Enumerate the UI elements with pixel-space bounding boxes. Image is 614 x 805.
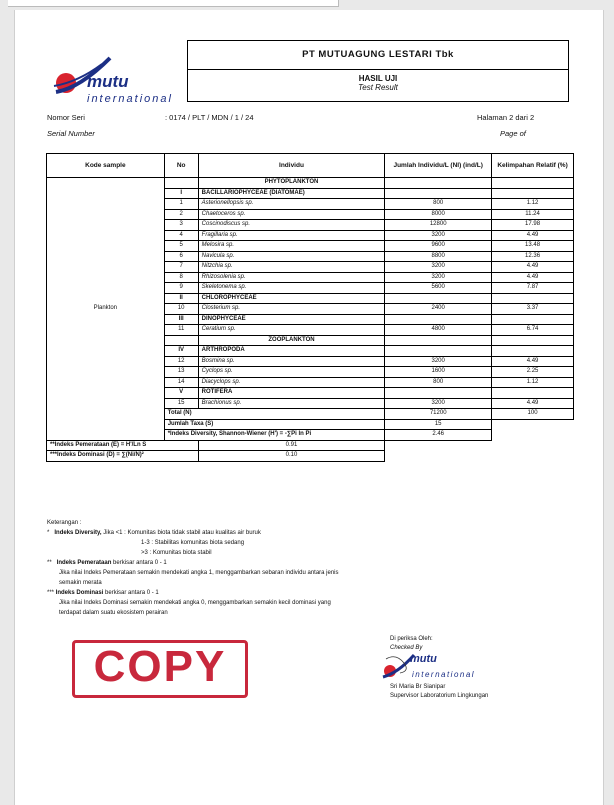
table-cell — [385, 388, 492, 399]
table-header-row — [47, 154, 574, 178]
serial-label-en: Serial Number — [47, 129, 95, 138]
table-cell: ***Indeks Dominasi (D) = ∑(Ni/N)² — [47, 451, 199, 462]
table-cell: Brachionus sp. — [198, 398, 385, 409]
table-cell: 13.48 — [492, 241, 574, 252]
table-cell: 3200 — [385, 356, 492, 367]
table-cell: 1.12 — [492, 377, 574, 388]
table-cell: 100 — [492, 409, 574, 420]
table-cell: Rhizosolenia sp. — [198, 272, 385, 283]
table-cell: 1600 — [385, 367, 492, 378]
col-individu: Individu — [198, 154, 385, 178]
group-name: BACILLARIOPHYCEAE (DIATOMAE) — [198, 188, 385, 199]
table-cell: Navicula sp. — [198, 251, 385, 262]
table-cell: 12800 — [385, 220, 492, 231]
table-cell — [492, 346, 574, 357]
window-edge — [8, 0, 339, 7]
copy-stamp: COPY — [72, 640, 248, 698]
table-cell — [385, 440, 492, 451]
table-cell: ROTIFERA — [198, 388, 385, 399]
table-cell — [164, 335, 198, 346]
table-cell: 13 — [164, 367, 198, 378]
report-title: HASIL UJI — [358, 74, 398, 83]
table-cell: DINOPHYCEAE — [198, 314, 385, 325]
table-cell: 9600 — [385, 241, 492, 252]
note-diversity: * Indeks Diversity, Jika <1 : Komunitas biota tidak stabil atau kualitas air buruk — [47, 530, 261, 536]
table-cell: ARTHROPODA — [198, 346, 385, 357]
table-cell — [492, 335, 574, 346]
table-cell: Diacyclops sp. — [198, 377, 385, 388]
table-cell: 1.12 — [492, 199, 574, 210]
table-cell: 5600 — [385, 283, 492, 294]
table-cell: 6 — [164, 251, 198, 262]
section-zooplankton: ZOOPLANKTON — [198, 335, 385, 346]
table-cell: IV — [164, 346, 198, 357]
checked-by-label: Di periksa Oleh: — [390, 636, 433, 642]
col-no: No — [164, 154, 198, 178]
table-cell: Ceratium sp. — [198, 325, 385, 336]
table-cell: 3 — [164, 220, 198, 231]
table-cell: 4 — [164, 230, 198, 241]
section-phytoplankton: PHYTOPLANKTON — [198, 178, 385, 189]
table-cell: 15 — [385, 419, 492, 430]
table-cell: V — [164, 388, 198, 399]
table-cell: Nitzchia sp. — [198, 262, 385, 273]
signer-name: Sri Maria Br Sianipar — [390, 684, 446, 690]
table-cell: 2400 — [385, 304, 492, 315]
table-cell: 7.87 — [492, 283, 574, 294]
col-kelimpahan: Kelimpahan Relatif (%) — [492, 154, 574, 178]
table-cell: 2.25 — [492, 367, 574, 378]
table-cell: 1 — [164, 199, 198, 210]
table-cell — [492, 293, 574, 304]
logo-word-international: international — [87, 93, 173, 105]
group-number: I — [164, 188, 198, 199]
table-cell: 4.49 — [492, 356, 574, 367]
table-cell: 6.74 — [492, 325, 574, 336]
table-cell: 7 — [164, 262, 198, 273]
table-cell — [492, 188, 574, 199]
table-cell: 4.49 — [492, 272, 574, 283]
table-cell: CHLOROPHYCEAE — [198, 293, 385, 304]
table-cell: 800 — [385, 377, 492, 388]
table-body — [47, 178, 574, 462]
table-cell: Closterium sp. — [198, 304, 385, 315]
notes-title: Keterangan : — [47, 520, 82, 526]
table-cell — [164, 178, 198, 189]
note-pemerataan: ** Indeks Pemerataan berkisar antara 0 - 1 — [47, 560, 167, 566]
table-cell: 4.49 — [492, 398, 574, 409]
table-cell: 0.91 — [198, 440, 385, 451]
logo-word-mutu: mutu — [87, 72, 129, 91]
table-cell: **Indeks Pemerataan (E) = H'/Ln S — [47, 440, 199, 451]
table-cell: 8800 — [385, 251, 492, 262]
table-cell — [385, 451, 492, 462]
table-cell: 3.37 — [492, 304, 574, 315]
report-title-en: Test Result — [358, 83, 398, 92]
table-cell — [385, 188, 492, 199]
table-cell: 2.46 — [385, 430, 492, 441]
table-cell: 10 — [164, 304, 198, 315]
table-cell: 5 — [164, 241, 198, 252]
table-cell: Jumlah Taxa (S) — [164, 419, 385, 430]
table-cell: Asterionellopsis sp. — [198, 199, 385, 210]
table-cell: 4.49 — [492, 230, 574, 241]
company-logo — [50, 50, 180, 110]
table-cell: 71200 — [385, 409, 492, 420]
note-dominasi: *** Indeks Dominasi berkisar antara 0 - 1 — [47, 590, 159, 596]
table-cell: Coscinodiscus sp. — [198, 220, 385, 231]
table-cell — [492, 419, 574, 430]
table-cell — [492, 388, 574, 399]
table-cell: II — [164, 293, 198, 304]
table-cell — [385, 178, 492, 189]
table-cell — [492, 178, 574, 189]
table-cell: Cyclops sp. — [198, 367, 385, 378]
table-cell: Total (N) — [164, 409, 385, 420]
company-name: PT MUTUAGUNG LESTARI Tbk — [188, 41, 568, 70]
page-label-en: Page of — [500, 129, 526, 138]
table-cell: Melosira sp. — [198, 241, 385, 252]
table-cell: 8 — [164, 272, 198, 283]
signature-block — [390, 635, 488, 701]
table-cell: 12 — [164, 356, 198, 367]
summary-row — [47, 440, 574, 451]
section-row — [47, 178, 574, 189]
checked-by-label-en: Checked By — [390, 645, 423, 651]
table-cell: 3200 — [385, 398, 492, 409]
table-cell: 3200 — [385, 272, 492, 283]
table-cell: 0.10 — [198, 451, 385, 462]
serial-label: Nomor Seri — [47, 113, 85, 122]
table-cell — [385, 335, 492, 346]
table-cell: 11.24 — [492, 209, 574, 220]
serial-value: : 0174 / PLT / MDN / 1 / 24 — [165, 113, 254, 122]
table-cell: 9 — [164, 283, 198, 294]
table-cell: 2 — [164, 209, 198, 220]
table-cell: 11 — [164, 325, 198, 336]
table-cell: 14 — [164, 377, 198, 388]
table-cell: 17.98 — [492, 220, 574, 231]
table-cell — [385, 293, 492, 304]
table-cell: Fragillaria sp. — [198, 230, 385, 241]
report-header — [187, 40, 569, 102]
table-cell: 12.36 — [492, 251, 574, 262]
table-cell: *Indeks Diversity, Shannon-Wiener (H') = -∑Pi ln Pi — [164, 430, 385, 441]
table-cell: Chaetoceros sp. — [198, 209, 385, 220]
table-cell: 3200 — [385, 230, 492, 241]
table-cell — [385, 314, 492, 325]
plankton-results-table — [46, 153, 574, 462]
table-cell: Bosmina sp. — [198, 356, 385, 367]
table-cell: III — [164, 314, 198, 325]
notes-section: Keterangan : * Indeks Diversity, Jika <1 : Komunitas biota tidak stabil atau kualitas air buruk 1-3 : Stabilitas komunitas biota sedang >3 : Komunitas biota stabil ** Indeks Pemerataan berkisar antara 0 - 1 Jika nilai Indeks Pemerataan semakin mendekati angka 1, menggambarkan sebaran individu antara jenis semakin merata *** Indeks Dominasi berkisar antara 0 - 1 Jika nilai Indeks Dominasi semakin mendekati angka 0, menggambarkan semakin kecil dominasi yang terdapat dalam suatu ekosistem perairan — [47, 518, 567, 618]
summary-row — [47, 451, 574, 462]
col-kode-sample: Kode sample — [47, 154, 165, 178]
table-cell: Skeletonema sp. — [198, 283, 385, 294]
table-cell: 800 — [385, 199, 492, 210]
table-cell: 4800 — [385, 325, 492, 336]
document-page — [14, 10, 604, 805]
table-cell: 8000 — [385, 209, 492, 220]
table-cell — [492, 430, 574, 441]
signature-logo: mutu international — [390, 653, 488, 683]
table-cell: 3200 — [385, 262, 492, 273]
col-jumlah: Jumlah Individu/L (NI) (ind/L) — [385, 154, 492, 178]
sample-code-cell: Plankton — [47, 178, 165, 441]
table-cell: 4.49 — [492, 262, 574, 273]
page-label: Halaman 2 dari 2 — [477, 113, 535, 122]
signer-role: Supervisor Laboratorium Lingkungan — [390, 693, 489, 699]
table-cell — [492, 314, 574, 325]
table-cell: 15 — [164, 398, 198, 409]
table-cell — [385, 346, 492, 357]
